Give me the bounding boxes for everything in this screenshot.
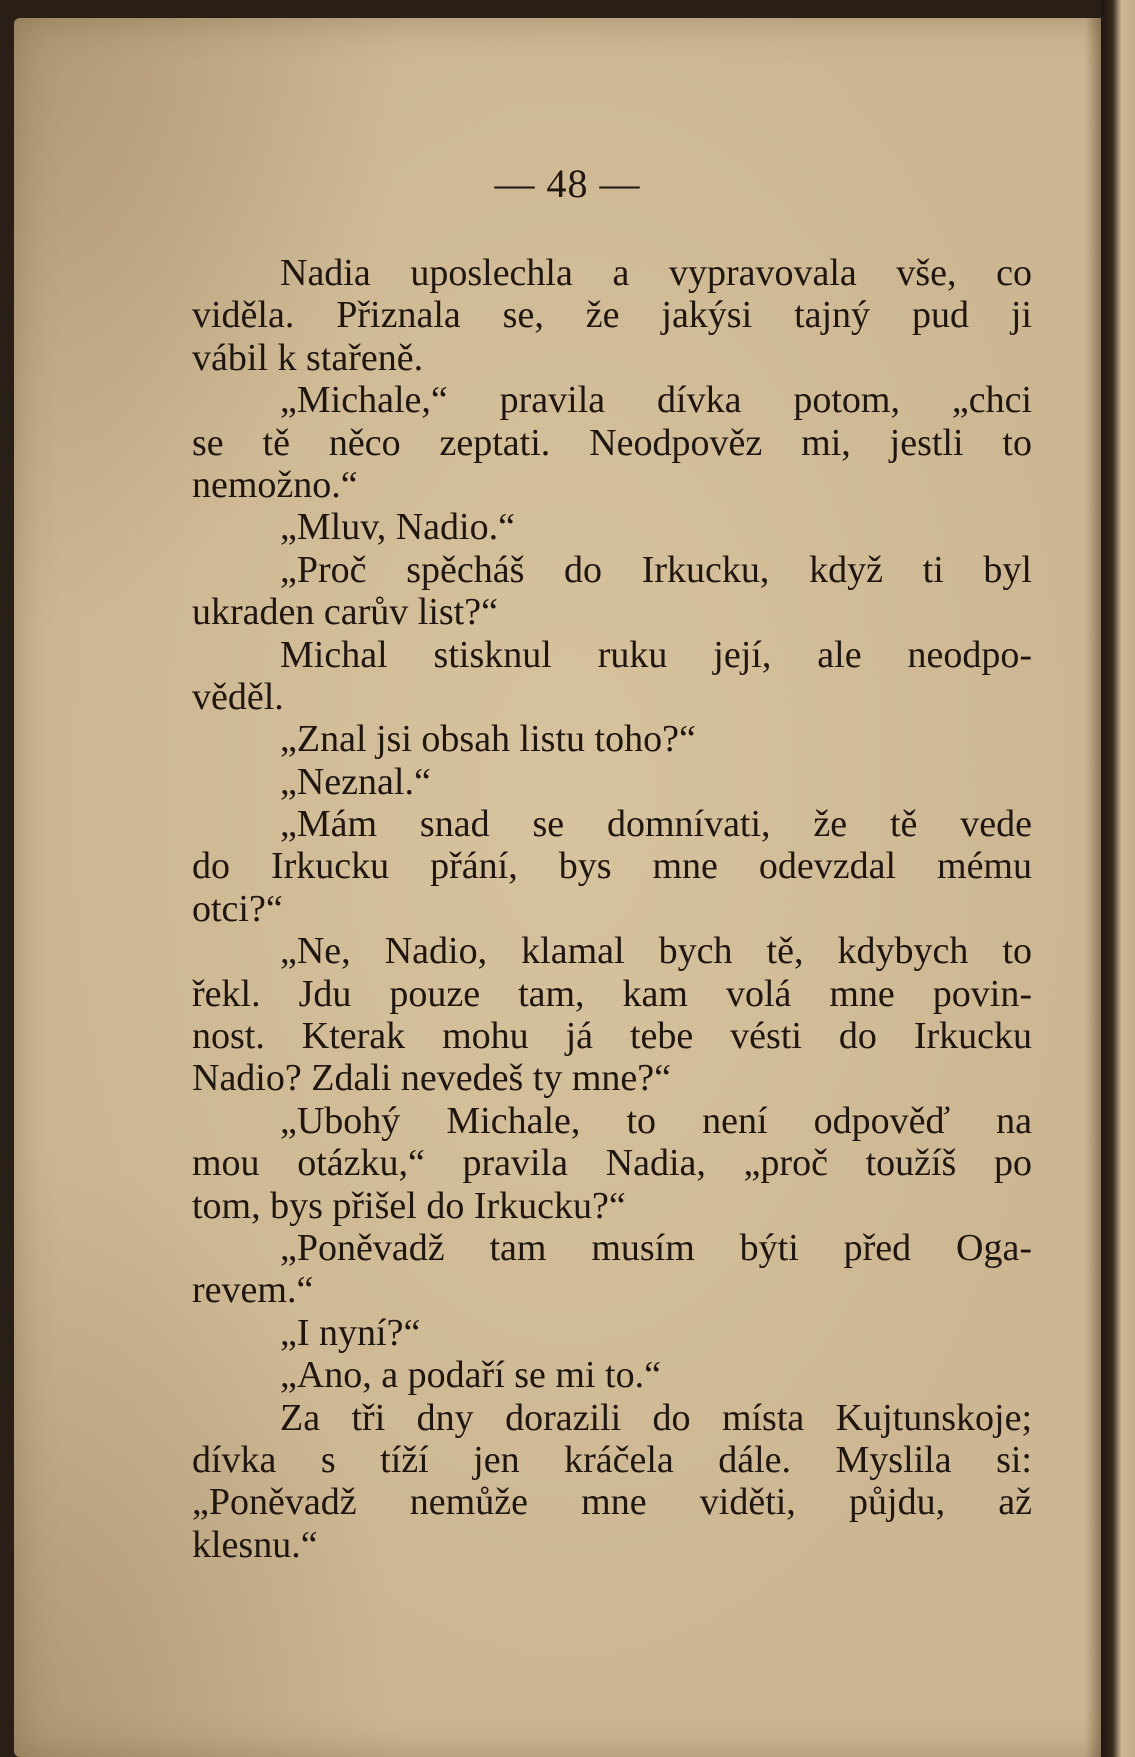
text-line: řekl. Jdu pouze tam, kam volá mne povin- — [192, 972, 1032, 1015]
text-line: Michal stisknul ruku její, ale neodpo- — [280, 633, 1032, 676]
text-line: věděl. — [192, 675, 284, 718]
text-line: otci?“ — [192, 887, 283, 930]
text-line: „Mám snad se domnívati, že tě vede — [280, 803, 1032, 846]
text-line: se tě něco zeptati. Neodpověz mi, jestli to — [192, 421, 1032, 464]
text-line: „Poněvadž tam musím býti před Oga- — [280, 1226, 1032, 1269]
text-line: klesnu.“ — [192, 1523, 318, 1566]
text-line: revem.“ — [192, 1269, 314, 1312]
text-line: tom, bys přišel do Irkucku?“ — [192, 1184, 626, 1227]
text-line: „Znal jsi obsah listu toho?“ — [280, 718, 696, 761]
text-line: „Neznal.“ — [280, 760, 431, 803]
text-line: Nadio? Zdali nevedeš ty mne?“ — [192, 1057, 672, 1100]
text-line: nost. Kterak mohu já tebe vésti do Irkucku — [192, 1015, 1032, 1058]
text-line: „Ubohý Michale, to není odpověď na — [280, 1099, 1032, 1142]
text-line: „Proč spěcháš do Irkucku, když ti byl — [280, 548, 1032, 591]
text-line: „Poněvadž nemůže mne viděti, půjdu, až — [192, 1481, 1032, 1524]
text-line: Za tři dny dorazili do místa Kujtunskoje; — [280, 1396, 1032, 1439]
text-line: viděla. Přiznala se, že jakýsi tajný pud ji — [192, 294, 1032, 337]
text-line: dívka s tíží jen kráčela dále. Myslila si: — [192, 1438, 1032, 1481]
text-line: „Ne, Nadio, klamal bych tě, kdybych to — [280, 930, 1032, 973]
body-text — [192, 252, 1032, 1566]
text-line: „Michale,“ pravila dívka potom, „chci — [280, 379, 1032, 422]
text-line: mou otázku,“ pravila Nadia, „proč toužíš po — [192, 1142, 1032, 1185]
text-line: ukraden carův list?“ — [192, 591, 498, 634]
page-number: — 48 — — [494, 161, 641, 206]
text-line: „Ano, a podaří se mi to.“ — [280, 1354, 661, 1397]
text-line: „Mluv, Nadio.“ — [280, 506, 515, 549]
text-line: vábil k stařeně. — [192, 336, 424, 379]
text-line: Nadia uposlechla a vypravovala vše, co — [280, 252, 1032, 294]
text-line: „I nyní?“ — [280, 1311, 421, 1354]
text-line: do Irkucku přání, bys mne odevzdal mému — [192, 845, 1032, 888]
book-spine-edge — [1101, 0, 1135, 1757]
text-line: nemožno.“ — [192, 463, 358, 506]
